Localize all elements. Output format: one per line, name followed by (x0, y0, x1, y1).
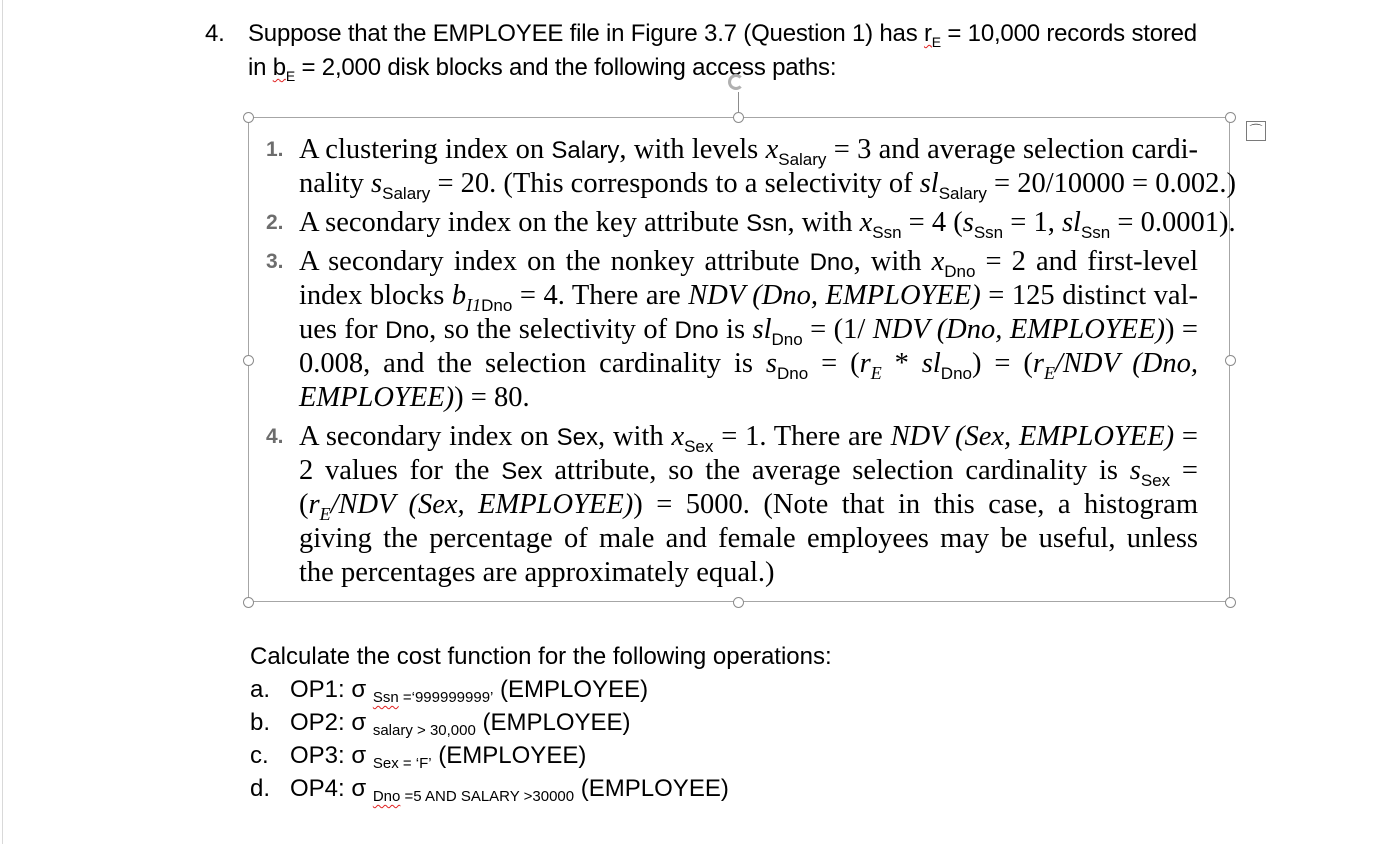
list-item (266, 245, 1198, 415)
list-item (266, 206, 1236, 242)
item-line (299, 245, 1198, 279)
subscript: E (285, 67, 296, 84)
item-number: 1. (266, 138, 284, 161)
subscript: Sex (1140, 471, 1171, 490)
subscript: E (1043, 363, 1055, 383)
page-edge (2, 0, 3, 844)
condition: =‘999999999’ (398, 689, 494, 706)
text: = ( (808, 348, 860, 379)
text: Dno (809, 249, 854, 276)
text: A secondary index on (299, 421, 557, 452)
item-line (299, 556, 1198, 590)
rotate-handle-icon[interactable] (728, 74, 744, 90)
item-number: 4. (266, 425, 284, 448)
text: /NDV (Sex, EMPLOYEE) (330, 489, 634, 520)
text: ) = 5000. (Note that in this case, a histogram (633, 489, 1198, 520)
list-item (266, 133, 1236, 203)
item-line (299, 313, 1198, 347)
relation: (EMPLOYEE) (574, 775, 729, 802)
text: = (1170, 455, 1198, 486)
text: , with levels (619, 134, 766, 165)
condition-attribute: Dno (372, 788, 401, 805)
subscript: Sex (684, 437, 714, 456)
text: x (859, 207, 873, 238)
figure-access-paths-list (266, 133, 1236, 595)
text: x (931, 246, 945, 277)
text: Dno (674, 317, 719, 344)
text: s (371, 168, 383, 199)
text: r (859, 348, 871, 379)
subscript: Dno (940, 364, 972, 383)
subscript: Dno (777, 364, 809, 383)
text: Salary (551, 137, 620, 164)
text: = 2,000 disk blocks and the following access paths: (295, 54, 837, 81)
condition: salary > 30,000 (372, 722, 476, 739)
text: Ssn (746, 210, 788, 237)
item-line (299, 381, 1198, 415)
resize-handle[interactable] (243, 597, 254, 608)
resize-handle[interactable] (1225, 112, 1236, 123)
condition: Sex = ‘F’ (372, 755, 432, 772)
item-line (299, 522, 1198, 556)
layout-options-icon[interactable]: ⌒ (1246, 121, 1266, 141)
text: , with (787, 207, 860, 238)
item-line (299, 454, 1198, 488)
text: is (718, 314, 753, 345)
subscript: E (931, 33, 941, 50)
text: A secondary index on the key attribute (299, 207, 747, 238)
text: /NDV (Dno, (1054, 348, 1199, 379)
subscript: E (870, 363, 882, 383)
item-number: 2. (266, 211, 284, 234)
text: NDV (Dno, EMPLOYEE) (872, 314, 1165, 345)
text: b (272, 54, 286, 81)
text: = (1/ (802, 314, 873, 345)
question-number: 4. (205, 20, 225, 47)
text: sl (921, 348, 941, 379)
text: sl (919, 168, 939, 199)
subscript: Ssn (1080, 223, 1111, 242)
text: r (923, 20, 932, 47)
operation-label: b. (250, 709, 271, 736)
text: 2 values for the (299, 455, 502, 486)
text: index blocks (299, 280, 452, 311)
text: = 20/10000 = 0.002.) (986, 168, 1236, 199)
resize-handle[interactable] (1225, 355, 1236, 366)
operation-name: OP1: σ (290, 676, 373, 703)
b-e-symbol (272, 54, 296, 84)
resize-handle[interactable] (243, 355, 254, 366)
item-line (299, 279, 1198, 313)
item-line (299, 420, 1198, 454)
text: Sex (556, 424, 598, 451)
relation: (EMPLOYEE) (431, 742, 587, 769)
resize-handle[interactable] (1225, 597, 1236, 608)
text: = 125 distinct val- (980, 280, 1198, 311)
text: = 1. There are (713, 421, 891, 452)
text: = 2 and first-level (975, 246, 1198, 277)
subscript: E (319, 504, 331, 524)
text: Sex (501, 458, 543, 485)
text: s (765, 348, 777, 379)
text: 0.008, and the selection cardinality is (299, 348, 766, 379)
operation-label: d. (250, 775, 271, 802)
text: s (962, 207, 974, 238)
operation-item (250, 739, 832, 772)
text: = 20. (This corresponds to a selectivity of (430, 168, 920, 199)
text: = 1, (1003, 207, 1062, 238)
condition-attribute: Ssn (372, 689, 399, 706)
resize-handle[interactable] (733, 597, 744, 608)
text: = 10,000 records stored (940, 20, 1197, 47)
item-line (299, 206, 1236, 242)
subscript: Ssn (973, 223, 1004, 242)
r-e-symbol (923, 20, 941, 50)
relation: (EMPLOYEE) (493, 676, 649, 703)
text: sl (752, 314, 772, 345)
list-item (266, 420, 1198, 590)
text: sl (1061, 207, 1081, 238)
text: = 3 and average selection cardi- (826, 134, 1198, 165)
operations-section (250, 640, 832, 805)
text: * (881, 348, 922, 379)
text: , with (853, 246, 932, 277)
text: x (671, 421, 685, 452)
subscript: I1 (466, 295, 482, 315)
text: in (248, 54, 273, 81)
text: Suppose that the EMPLOYEE file in Figure 3.7 (Question 1) has (248, 20, 924, 47)
text: Dno (385, 317, 430, 344)
relation: (EMPLOYEE) (475, 709, 631, 736)
text: ) = (1165, 314, 1199, 345)
text: x (765, 134, 779, 165)
operation-name: OP3: σ (290, 742, 373, 769)
text: NDV (Dno, EMPLOYEE) (688, 280, 981, 311)
text: the percentages are approximately equal.) (299, 557, 775, 588)
operation-label: c. (250, 742, 269, 769)
operation-item (250, 673, 832, 706)
resize-handle[interactable] (243, 112, 254, 123)
resize-handle[interactable] (733, 112, 744, 123)
text: = 0.0001). (1110, 207, 1236, 238)
text: = 4 ( (901, 207, 963, 238)
text: r (308, 489, 320, 520)
text: A clustering index on (299, 134, 552, 165)
text: EMPLOYEE) (299, 382, 455, 413)
subscript: Dno (771, 330, 803, 349)
text: b (451, 280, 467, 311)
operation-name: OP4: σ (290, 775, 373, 802)
text: ues for (299, 314, 386, 345)
item-line (299, 167, 1236, 203)
text: nality (299, 168, 372, 199)
operation-name: OP2: σ (290, 709, 373, 736)
text: ( (299, 489, 309, 520)
text: A secondary index on the nonkey attribute (299, 246, 810, 277)
operation-label: a. (250, 676, 271, 703)
subscript: Salary (382, 184, 431, 203)
text: r (1032, 348, 1044, 379)
text: = (1174, 421, 1198, 452)
condition: =5 AND SALARY >30000 (400, 788, 575, 805)
subscript: Salary (938, 184, 987, 203)
text: , with (598, 421, 672, 452)
operation-item (250, 772, 832, 805)
text: s (1129, 455, 1141, 486)
text: = 4. There are (512, 280, 689, 311)
operations-title: Calculate the cost function for the following operations: (250, 643, 832, 670)
text: ) = ( (971, 348, 1033, 379)
text: NDV (Sex, EMPLOYEE) (890, 421, 1175, 452)
item-line (299, 133, 1198, 167)
subscript: Salary (778, 150, 827, 169)
subscript: Dno (944, 262, 976, 281)
item-number: 3. (266, 250, 284, 273)
subscript: Dno (481, 296, 513, 315)
text: ) = 80. (454, 382, 530, 413)
subscript: Ssn (872, 223, 902, 242)
text: attribute, so the average selection cardinality is (542, 455, 1130, 486)
text: , so the selectivity of (429, 314, 675, 345)
text: giving the percentage of male and female employees may be useful, unless (299, 523, 1198, 554)
item-line (299, 347, 1198, 381)
operation-item (250, 706, 832, 739)
item-line (299, 488, 1198, 522)
